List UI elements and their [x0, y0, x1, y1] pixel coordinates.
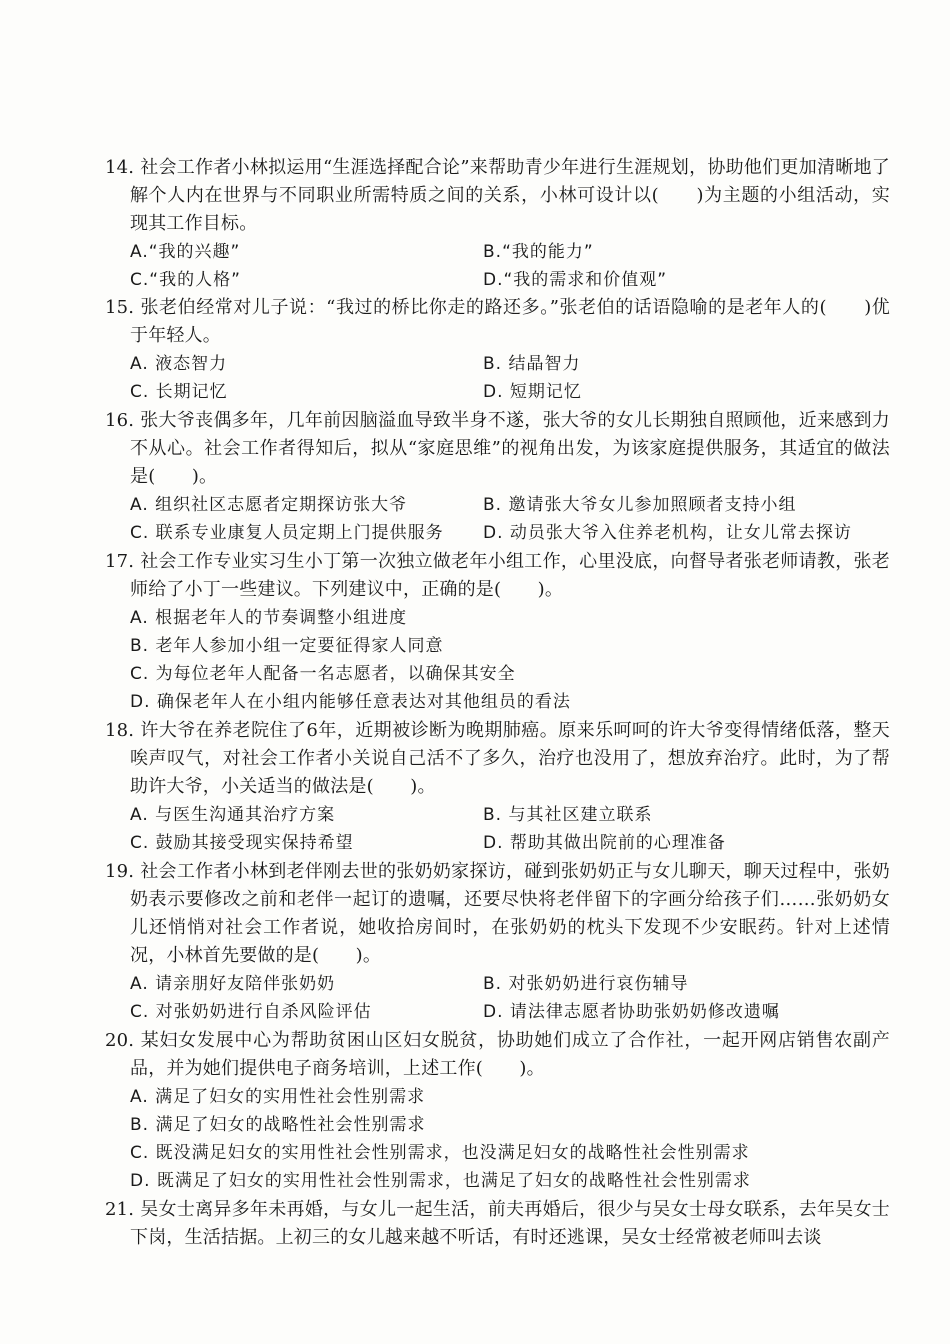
question-19-option-c: C. 对张奶奶进行自杀风险评估 [130, 1002, 372, 1022]
question-20-option-c: C. 既没满足妇女的实用性社会性别需求，也没满足妇女的战略性社会性别需求 [130, 1143, 750, 1163]
question-15-option-a: A. 液态智力 [130, 354, 228, 374]
question-14-stem: 14. 社会工作者小林拟运用“生涯选择配合论”来帮助青少年进行生涯规划，协助他们更加清晰地了解个人内在世界与不同职业所需特质之间的关系，小林可设计以( )为主题的小组活动，实现其工作目标。 [105, 157, 890, 234]
question-15-option-c: C. 长期记忆 [130, 382, 228, 402]
question-17-option-a: A. 根据老年人的节奏调整小组进度 [130, 608, 408, 628]
question-18-stem: 18. 许大爷在养老院住了6年，近期被诊断为晚期肺癌。原来乐呵呵的许大爷变得情绪低落，整天唉声叹气，对社会工作者小关说自己活不了多久，治疗也没用了，想放弃治疗。此时，为了帮助许大爷，小关适当的做法是( )。 [105, 720, 890, 797]
question-19-option-a: A. 请亲朋好友陪伴张奶奶 [130, 974, 336, 994]
question-17-option-c: C. 为每位老年人配备一名志愿者，以确保其安全 [130, 664, 516, 684]
question-15-option-b: B. 结晶智力 [483, 354, 581, 374]
question-19-option-d: D. 请法律志愿者协助张奶奶修改遗嘱 [483, 1002, 780, 1022]
question-14-option-d: D.“我的需求和价值观” [483, 270, 668, 290]
question-14-option-b: B.“我的能力” [483, 242, 594, 262]
question-19-option-b: B. 对张奶奶进行哀伤辅导 [483, 974, 689, 994]
question-18-option-d: D. 帮助其做出院前的心理准备 [483, 833, 726, 853]
question-17-option-b: B. 老年人参加小组一定要征得家人同意 [130, 636, 444, 656]
question-15-stem: 15. 张老伯经常对儿子说：“我过的桥比你走的路还多。”张老伯的话语隐喻的是老年人的( )优于年轻人。 [105, 297, 890, 346]
question-17-stem: 17. 社会工作专业实习生小丁第一次独立做老年小组工作，心里没底，向督导者张老师请教，张老师给了小丁一些建议。下列建议中，正确的是( )。 [105, 551, 890, 600]
question-16-option-c: C. 联系专业康复人员定期上门提供服务 [130, 523, 444, 543]
question-14-option-a: A.“我的兴趣” [130, 242, 241, 262]
question-19-stem: 19. 社会工作者小林到老伴刚去世的张奶奶家探访，碰到张奶奶正与女儿聊天，聊天过程中，张奶奶表示要修改之前和老伴一起订的遗嘱，还要尽快将老伴留下的字画分给孩子们……张奶奶女儿还悄悄对社会工作者说，她收拾房间时，在张奶奶的枕头下发现不少安眠药。针对上述情况，小林首先要做的是( )。 [105, 861, 890, 966]
question-17-option-d: D. 确保老年人在小组内能够任意表达对其他组员的看法 [130, 692, 571, 712]
question-21-stem: 21. 吴女士离异多年未再婚，与女儿一起生活，前夫再婚后，很少与吴女士母女联系，去年吴女士下岗，生活拮据。上初三的女儿越来越不听话，有时还逃课，吴女士经常被老师叫去谈 [105, 1199, 890, 1248]
question-18-option-b: B. 与其社区建立联系 [483, 805, 653, 825]
question-16-option-a: A. 组织社区志愿者定期探访张大爷 [130, 495, 408, 515]
question-20-stem: 20. 某妇女发展中心为帮助贫困山区妇女脱贫，协助她们成立了合作社，一起开网店销售农副产品，并为她们提供电子商务培训，上述工作( )。 [105, 1030, 890, 1079]
question-16-option-d: D. 动员张大爷入住养老机构，让女儿常去探访 [483, 523, 852, 543]
question-16-stem: 16. 张大爷丧偶多年，几年前因脑溢血导致半身不遂，张大爷的女儿长期独自照顾他，近来感到力不从心。社会工作者得知后，拟从“家庭思维”的视角出发，为该家庭提供服务，其适宜的做法是( )。 [105, 410, 890, 487]
question-18-option-c: C. 鼓励其接受现实保持希望 [130, 833, 354, 853]
question-15-option-d: D. 短期记忆 [483, 382, 582, 402]
question-20-option-a: A. 满足了妇女的实用性社会性别需求 [130, 1087, 426, 1107]
question-18-option-a: A. 与医生沟通其治疗方案 [130, 805, 336, 825]
question-16-option-b: B. 邀请张大爷女儿参加照顾者支持小组 [483, 495, 797, 515]
question-20-option-b: B. 满足了妇女的战略性社会性别需求 [130, 1115, 426, 1135]
question-20-option-d: D. 既满足了妇女的实用性社会性别需求，也满足了妇女的战略性社会性别需求 [130, 1171, 751, 1191]
question-14-option-c: C.“我的人格” [130, 270, 241, 290]
